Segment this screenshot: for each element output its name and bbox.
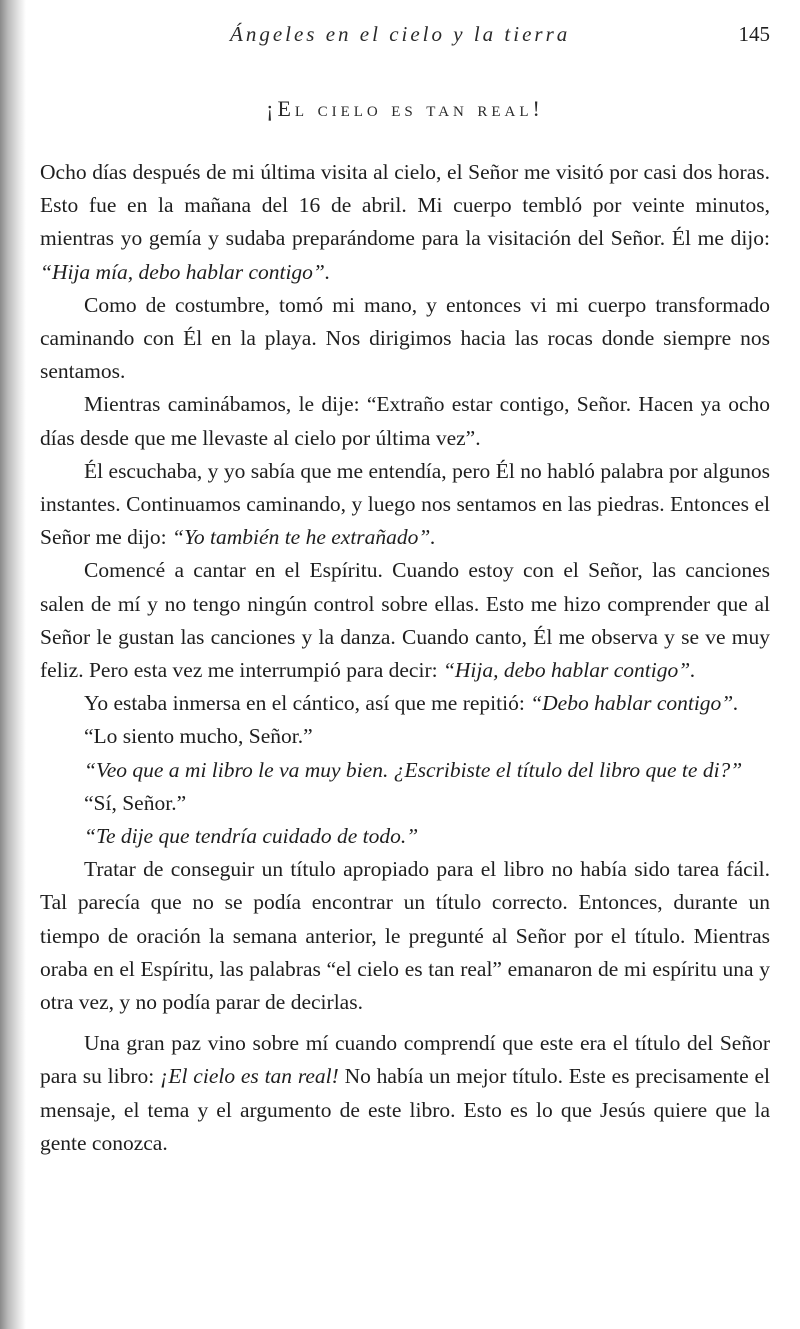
paragraph-5-quote: “Hija, debo hablar contigo”. [442, 658, 696, 683]
running-title: Ángeles en el cielo y la tierra [230, 22, 571, 46]
paragraph-1-text: Ocho días después de mi última visita al cielo, el Señor me visitó por casi dos horas. Esto fue en la mañana del 16 de abril. Mi cuerpo tembló por veinte minutos, mientras yo gemía y sudaba preparándome para la visitación del Señor. Él me dijo: [40, 160, 770, 251]
paragraph-4-quote: “Yo también te he extrañado”. [171, 525, 436, 550]
body-text [40, 156, 770, 1160]
paragraph-12-text-a: Una gran paz vino sobre mí cuando comprendí que este era el título del Señor para su libro: [40, 1031, 770, 1089]
book-page [40, 0, 770, 1329]
paragraph-12 [40, 1027, 770, 1160]
page-gutter-shadow [0, 0, 26, 1329]
running-header [40, 20, 770, 50]
paragraph-9: “Sí, Señor.” [84, 790, 187, 815]
paragraph-12-book-title: ¡El cielo es tan real! [160, 1064, 339, 1089]
paragraph-10-quote: “Te dije que tendría cuidado de todo.” [84, 824, 419, 849]
paragraph-11: Tratar de conseguir un título apropiado para el libro no había sido tarea fácil. Tal parecía que no se podía encontrar un título correcto. Entonces, durante un tiempo de oración la semana anterior, le pregunté al Señor por el título. Mientras oraba en el Espíritu, las palabras “el cielo es tan real” emanaron de mi espíritu una y otra vez, y no podía parar de decirlas. [40, 857, 770, 1015]
paragraph-2: Como de costumbre, tomó mi mano, y entonces vi mi cuerpo transformado caminando con Él en la playa. Nos dirigimos hacia las rocas donde siempre nos sentamos. [40, 292, 770, 384]
paragraph-3: Mientras caminábamos, le dije: “Extraño estar contigo, Señor. Hacen ya ocho días desde que me llevaste al cielo por última vez”. [40, 392, 770, 450]
paragraph-4-text: Él escuchaba, y yo sabía que me entendía, pero Él no habló palabra por algunos instantes. Continuamos caminando, y luego nos sentamos en las piedras. Entonces el Señor me dijo: [40, 458, 770, 550]
paragraph-6 [40, 687, 770, 720]
chapter-title: ¡El cielo es tan real! [266, 96, 544, 121]
paragraph-8 [40, 754, 770, 787]
paragraph-6-text: Yo estaba inmersa en el cántico, así que me repitió: [84, 691, 531, 716]
page-number: 145 [738, 22, 770, 46]
paragraph-5 [40, 554, 770, 687]
paragraph-12-text-b: No había un mejor título. Este es precisamente el mensaje, el tema y el argumento de este libro. Esto es lo que Jesús quiere que la gente conozca. [40, 1064, 770, 1155]
paragraph-10 [40, 820, 770, 853]
paragraph-4 [40, 455, 770, 555]
paragraph-7: “Lo siento mucho, Señor.” [84, 724, 313, 749]
paragraph-1-quote: “Hija mía, debo hablar contigo”. [40, 259, 331, 284]
paragraph-1 [40, 156, 770, 289]
paragraph-6-quote: “Debo hablar contigo”. [530, 691, 739, 716]
paragraph-8-quote: “Veo que a mi libro le va muy bien. ¿Escribiste el título del libro que te di?” [84, 757, 743, 782]
paragraph-5-text: Comencé a cantar en el Espíritu. Cuando estoy con el Señor, las canciones salen de mí y no tengo ningún control sobre ellas. Esto me hizo comprender que al Señor le gustan las canciones y la danza. Cuando canto, Él me observa y se ve muy feliz. Pero esta vez me interrumpió para decir: [40, 558, 770, 683]
